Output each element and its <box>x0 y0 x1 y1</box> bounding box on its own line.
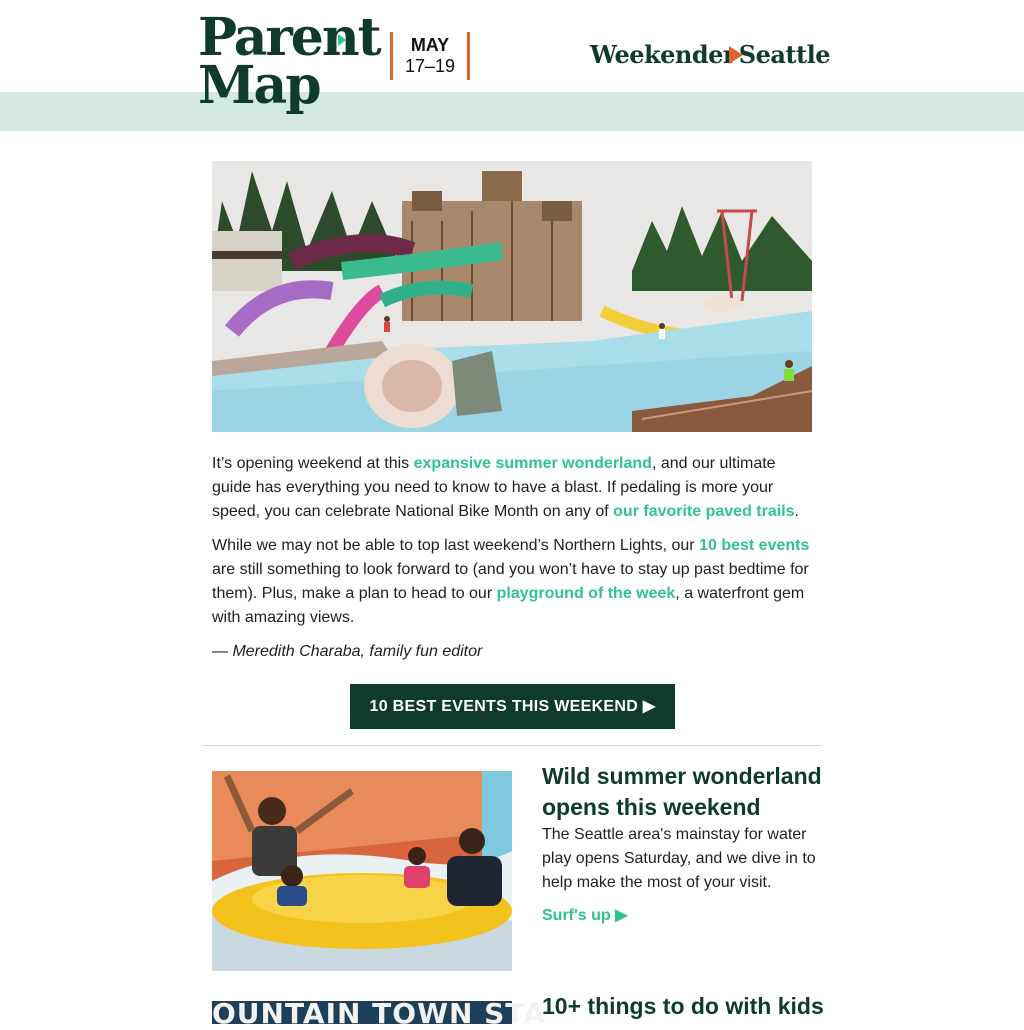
article-title-summer-wonderland[interactable]: Wild summer wonderland opens this weekend <box>542 763 822 820</box>
article-link-surfs-up[interactable]: Surf's up ▶ <box>542 907 628 924</box>
waterpark-hero-image[interactable] <box>212 161 812 432</box>
editor-signature: — Meredith Charaba, family fun editor <box>212 643 483 660</box>
article-thumbnail-tube-ride[interactable] <box>212 771 512 971</box>
section-divider <box>202 745 822 746</box>
link-paved-trails[interactable]: our favorite paved trails <box>613 503 795 520</box>
date-month: MAY <box>410 35 450 55</box>
article-thumbnail-mountain-town[interactable] <box>212 997 546 1030</box>
article-title-things-to-do[interactable]: 10+ things to do with kids <box>542 993 824 1019</box>
date-days: 17–19 <box>404 56 456 76</box>
article-description: The Seattle area's mainstay for water play opens Saturday, and we dive in to help make the most of your visit. <box>542 826 816 891</box>
city-name: Seattle <box>738 40 830 69</box>
thumbnail-sign-text: OUNTAIN TOWN STA <box>212 997 546 1030</box>
logo-play-icon <box>338 34 346 46</box>
link-playground-of-week[interactable]: playground of the week <box>496 585 676 602</box>
link-best-events[interactable]: 10 best events <box>699 537 810 554</box>
header-band <box>0 92 1024 131</box>
intro-paragraph-2: While we may not be able to top last weekend’s Northern Lights, our 10 best events are still something to look forward to (and you won’t have to stay up past bedtime for them). Plus, make a plan to head to our playground of the week, a waterfront gem with amazing views. <box>212 537 810 626</box>
intro-paragraph-1: It’s opening weekend at this expansive summer wonderland, and our ultimate guide has everything you need to know to have a blast. If pedaling is more your speed, you can celebrate National Bike Month on any of our favorite paved trails. <box>212 455 799 520</box>
date-range-box <box>390 32 470 80</box>
logo-word-parent: Parent <box>198 7 380 68</box>
logo-word-map: Map <box>198 55 320 116</box>
parentmap-logo[interactable] <box>198 7 380 124</box>
best-events-button[interactable]: 10 BEST EVENTS THIS WEEKEND ▶ <box>350 684 675 729</box>
intro-text <box>212 452 816 674</box>
editor-name: Meredith Charaba, family fun editor <box>232 643 483 660</box>
newsletter-title <box>590 38 830 72</box>
link-summer-wonderland[interactable]: expansive summer wonderland <box>413 455 652 472</box>
series-name: Weekender <box>590 40 736 69</box>
